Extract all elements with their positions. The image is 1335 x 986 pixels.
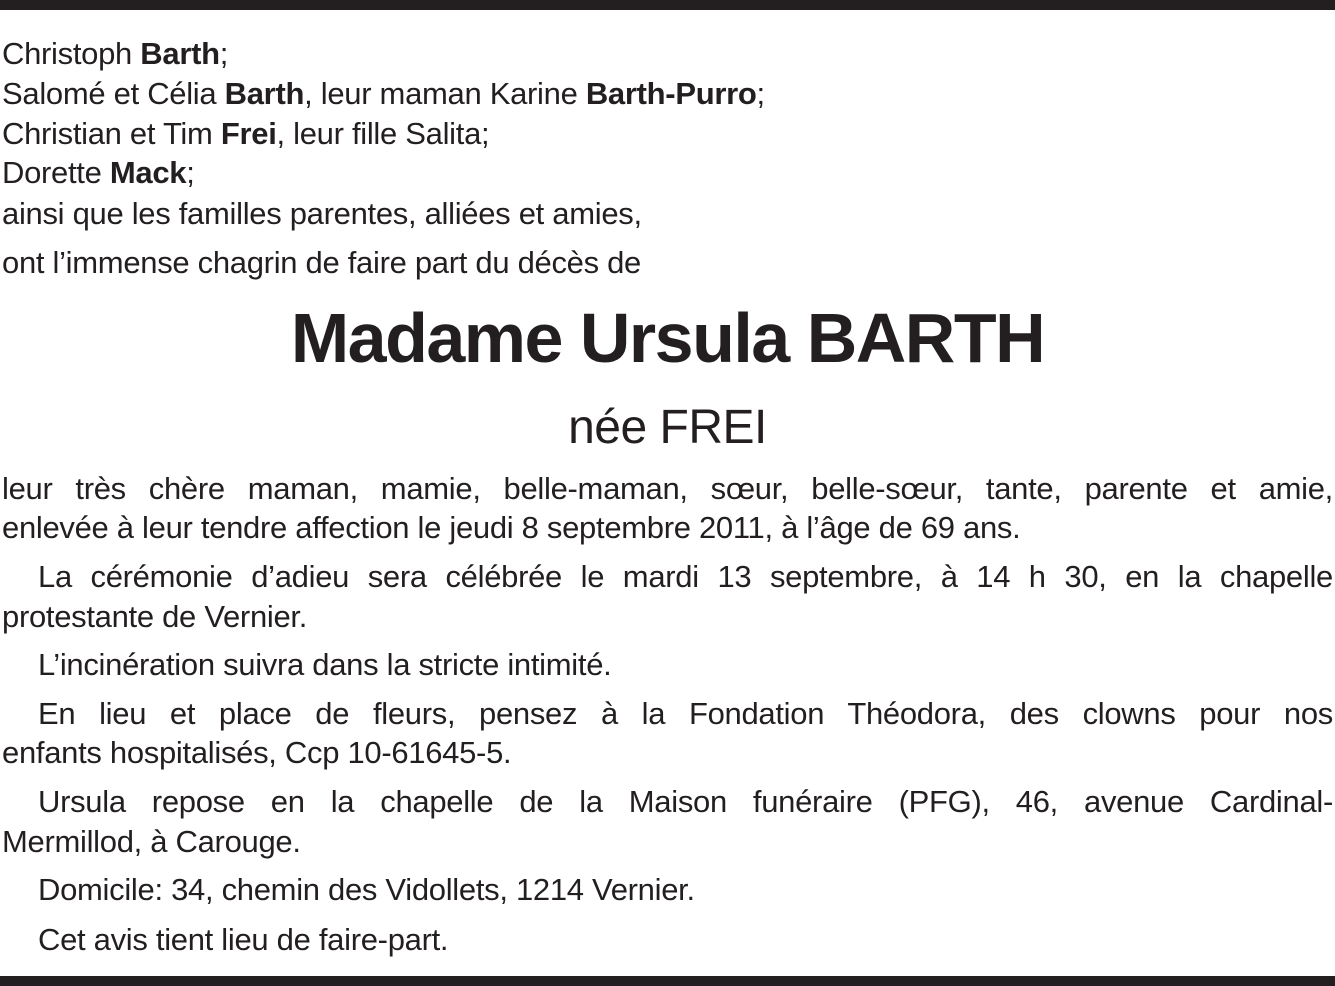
surname: Barth-Purro (585, 76, 757, 111)
paragraph-flowers-line-2: enfants hospitalisés, Ccp 10-61645-5. (2, 735, 512, 770)
family-line-christian-tim (2, 114, 489, 154)
paragraph-ceremony-line-2: protestante de Vernier. (2, 599, 308, 634)
family-line-christoph (2, 34, 228, 74)
paragraph-ceremony-line-1: La cérémonie d’adieu sera célébrée le mardi 13 septembre, à 14 h 30, en la chapelle (38, 559, 1333, 594)
deceased-name: Madame Ursula BARTH (290, 299, 1045, 377)
text: Christian et Tim (2, 116, 221, 151)
maiden-name: née FREI (568, 401, 767, 454)
text: Dorette (2, 155, 110, 190)
text: , leur fille Salita; (276, 116, 490, 151)
bottom-rule (0, 976, 1335, 986)
family-line-salome-celia (2, 74, 765, 114)
text: ; (219, 36, 229, 71)
text: ; (186, 155, 195, 190)
paragraph-rests-line-2: Mermillod, à Carouge. (2, 824, 301, 859)
text: Christoph (2, 36, 141, 71)
paragraph-relation-line-2: enlevée à leur tendre affection le jeudi 8 septembre 2011, à l’âge de 69 ans. (2, 510, 1021, 545)
paragraph-domicile: Domicile: 34, chemin des Vidollets, 1214 Vernier. (38, 872, 695, 907)
family-line-relatives: ainsi que les familles parentes, alliées et amies, (2, 196, 642, 231)
paragraph-flowers-line-1: En lieu et place de fleurs, pensez à la Fondation Théodora, des clowns pour nos (38, 696, 1333, 731)
text: Salomé et Célia (2, 76, 225, 111)
surname: Frei (220, 116, 277, 151)
family-line-dorette (2, 153, 195, 193)
surname: Mack (109, 155, 187, 190)
paragraph-relation-line-1: leur très chère maman, mamie, belle-maman, sœur, belle-sœur, tante, parente et amie, (2, 471, 1333, 506)
top-rule (0, 0, 1335, 10)
text: , leur maman Karine (304, 76, 586, 111)
surname: Barth (140, 36, 220, 71)
text: ; (756, 76, 765, 111)
paragraph-notice: Cet avis tient lieu de faire-part. (38, 922, 449, 957)
announcement-line: ont l’immense chagrin de faire part du décès de (2, 245, 641, 280)
surname: Barth (224, 76, 305, 111)
paragraph-cremation: L’incinération suivra dans la stricte intimité. (38, 647, 612, 682)
paragraph-rests-line-1: Ursula repose en la chapelle de la Maison funéraire (PFG), 46, avenue Cardinal- (38, 784, 1333, 819)
